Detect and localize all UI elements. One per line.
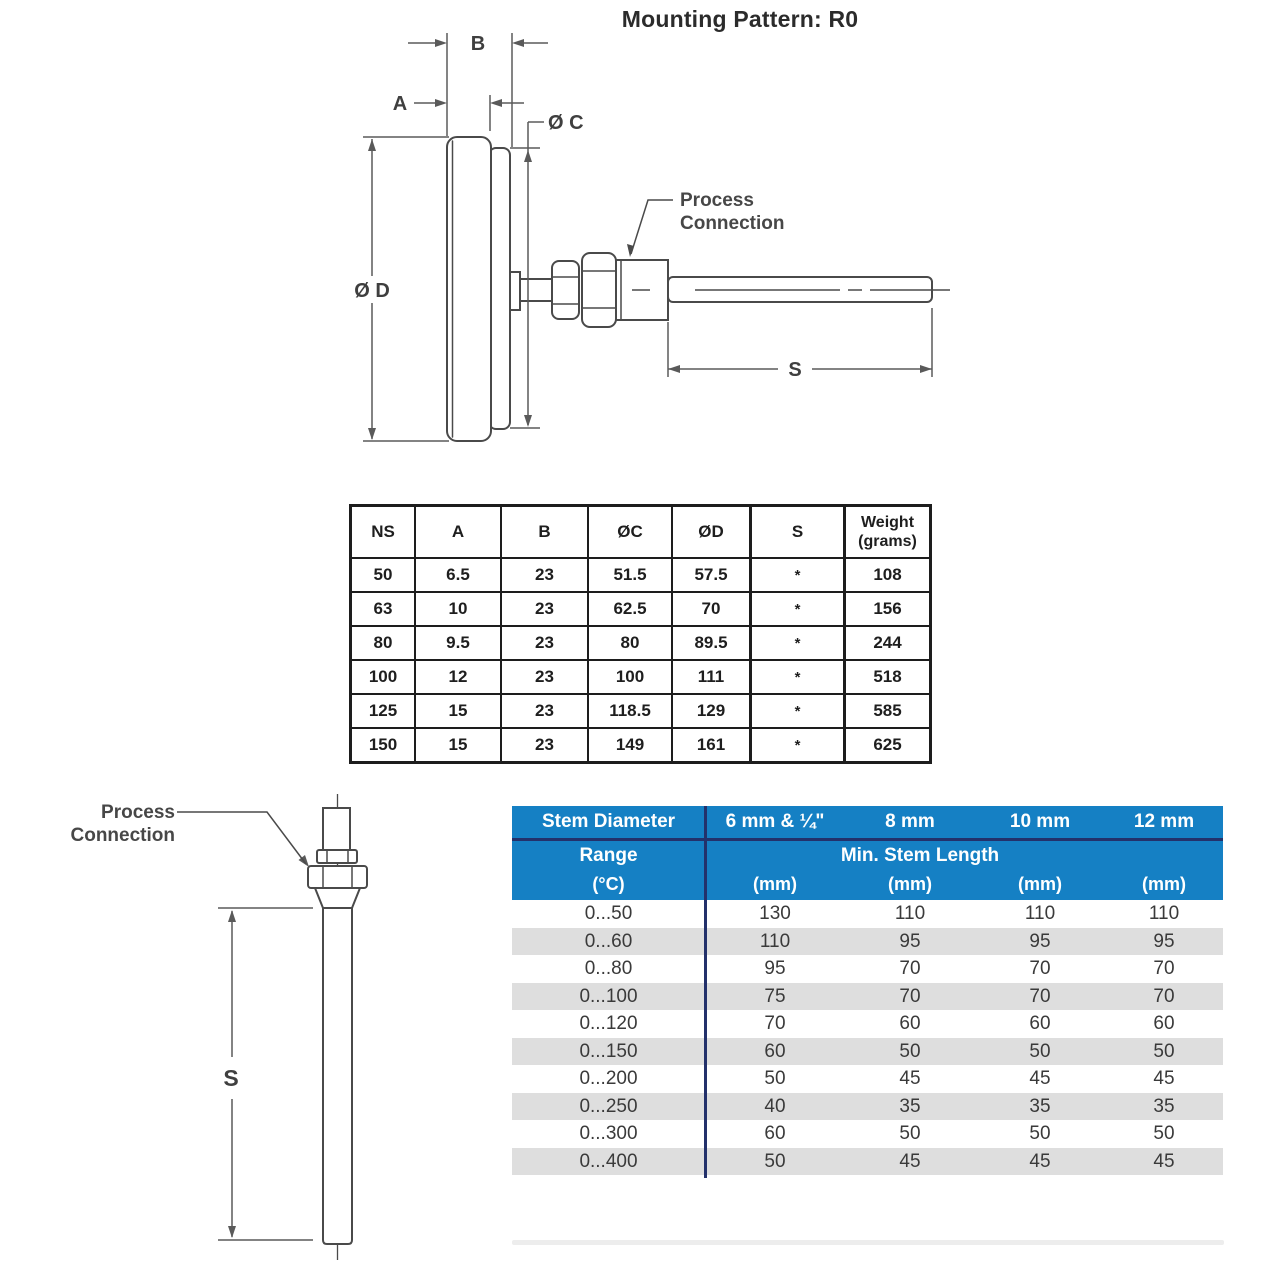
- dim-label-d: Ø D: [354, 280, 390, 302]
- dim-cell-s: *: [751, 626, 845, 660]
- process-connection-label-line2: Connection: [70, 825, 175, 846]
- dim-table-header-row: [351, 506, 931, 559]
- stem-table-row: [512, 1065, 1223, 1093]
- range-cell: 0...400: [579, 1150, 638, 1172]
- value-cell: 95: [899, 930, 921, 952]
- dim-cell-s: *: [751, 694, 845, 728]
- dim-cell: 80: [588, 626, 672, 660]
- value-cell: 45: [1153, 1068, 1175, 1089]
- process-connection-leader: [631, 200, 673, 254]
- min-stem-length-header: Min. Stem Length: [840, 845, 1000, 866]
- dim-label-s-bottom: S: [223, 1065, 239, 1091]
- value-cell: 35: [1153, 1095, 1175, 1117]
- range-cell: 0...80: [584, 958, 633, 979]
- dim-cell: 125: [351, 694, 416, 728]
- dim-cell: 23: [501, 728, 588, 763]
- value-cell: 45: [899, 1150, 921, 1172]
- stem-table-row: [512, 1120, 1223, 1148]
- range-cell: 0...250: [579, 1095, 638, 1117]
- value-cell: 45: [1029, 1150, 1051, 1172]
- stem-collar: [510, 272, 520, 310]
- dim-table-row: [351, 592, 931, 626]
- dim-header-ns: NS: [351, 506, 416, 559]
- value-cell: 50: [1153, 1040, 1175, 1062]
- process-connection-label-line1: Process: [680, 190, 754, 211]
- stem-length-table: [512, 806, 1223, 1175]
- mm-unit: (mm): [1142, 874, 1186, 894]
- dim-cell: 89.5: [672, 626, 751, 660]
- dim-cell: 15: [415, 728, 501, 763]
- value-cell: 45: [899, 1068, 921, 1089]
- dimensions-table: [349, 504, 932, 764]
- dim-table-row: [351, 660, 931, 694]
- value-cell: 95: [764, 958, 786, 979]
- leader-arrowhead: [627, 244, 634, 257]
- value-cell: 45: [1029, 1068, 1051, 1089]
- value-cell: 70: [1029, 958, 1051, 979]
- range-cell: 0...200: [579, 1068, 638, 1089]
- range-label: Range: [579, 845, 638, 866]
- dial-case: [447, 137, 491, 441]
- dim-table-row: [351, 728, 931, 763]
- value-cell: 35: [1029, 1095, 1051, 1117]
- stem-table-row: [512, 928, 1223, 956]
- dim-cell: 244: [845, 626, 931, 660]
- dim-header-a: A: [415, 506, 501, 559]
- dim-cell: 149: [588, 728, 672, 763]
- stem-table-row: [512, 1010, 1223, 1038]
- range-unit: (°C): [592, 874, 625, 894]
- dim-table-row: [351, 558, 931, 592]
- dim-cell: 23: [501, 694, 588, 728]
- mm-unit: (mm): [1018, 874, 1062, 894]
- dim-cell: 50: [351, 558, 416, 592]
- dim-cell: 129: [672, 694, 751, 728]
- dim-cell: 23: [501, 626, 588, 660]
- range-cell: 0...300: [579, 1123, 638, 1144]
- dim-cell: 161: [672, 728, 751, 763]
- weight-header-line1: Weight: [860, 514, 915, 531]
- dim-cell-s: *: [751, 558, 845, 592]
- value-cell: 50: [1029, 1040, 1051, 1062]
- diameter-header: 6 mm & ¼": [725, 811, 825, 832]
- value-cell: 95: [1153, 930, 1175, 952]
- value-cell: 60: [764, 1040, 786, 1062]
- dim-cell: 10: [415, 592, 501, 626]
- diameter-header: 10 mm: [1009, 811, 1071, 832]
- dim-cell-s: *: [751, 592, 845, 626]
- dim-cell: 585: [845, 694, 931, 728]
- dim-table-row: [351, 626, 931, 660]
- range-cell: 0...150: [579, 1040, 638, 1062]
- dim-header-s: S: [751, 506, 845, 559]
- process-connection-leader-bottom: [177, 812, 306, 864]
- process-hex-nut: [308, 866, 367, 888]
- value-cell: 70: [1029, 985, 1051, 1007]
- dim-label-a: A: [392, 93, 408, 115]
- value-cell: 110: [894, 903, 926, 924]
- dim-cell: 156: [845, 592, 931, 626]
- range-cell: 0...50: [584, 903, 633, 924]
- dim-cell: 100: [588, 660, 672, 694]
- mm-unit: (mm): [753, 874, 797, 894]
- stem-table-header: [512, 806, 1223, 900]
- thermometer-side-view-drawing: [340, 28, 980, 493]
- stem-table-body: [512, 900, 1223, 1175]
- stem-table-row: [512, 1148, 1223, 1176]
- dim-cell: 63: [351, 592, 416, 626]
- dim-cell: 23: [501, 558, 588, 592]
- dim-table-row: [351, 694, 931, 728]
- stem-top-plug: [323, 808, 350, 852]
- dim-cell: 62.5: [588, 592, 672, 626]
- value-cell: 70: [899, 958, 921, 979]
- value-cell: 60: [764, 1123, 786, 1144]
- stem-table-row: [512, 1038, 1223, 1066]
- stem-table-row: [512, 1093, 1223, 1121]
- dim-cell: 23: [501, 660, 588, 694]
- value-cell: 50: [764, 1068, 786, 1089]
- thread-taper: [315, 888, 360, 908]
- dial-back-plate: [489, 148, 510, 429]
- value-cell: 50: [899, 1123, 921, 1144]
- dim-cell: 111: [672, 660, 751, 694]
- page-title: Mounting Pattern: R0: [621, 6, 859, 32]
- dim-cell: 57.5: [672, 558, 751, 592]
- value-cell: 110: [759, 930, 791, 952]
- stem-tube-vertical: [323, 908, 352, 1244]
- dim-cell-s: *: [751, 728, 845, 763]
- value-cell: 95: [1029, 930, 1051, 952]
- dim-header-b: B: [501, 506, 588, 559]
- range-cell: 0...100: [579, 985, 638, 1007]
- dim-label-b: B: [470, 33, 486, 55]
- weight-header-line2: (grams): [858, 533, 917, 550]
- navy-vertical-divider: [704, 806, 707, 1178]
- mm-unit: (mm): [888, 874, 932, 894]
- scan-artifact-line: [512, 1240, 1224, 1245]
- dim-cell: 518: [845, 660, 931, 694]
- lock-nut: [317, 850, 357, 863]
- value-cell: 50: [1153, 1123, 1175, 1144]
- value-cell: 70: [764, 1013, 786, 1034]
- stem-table-row: [512, 955, 1223, 983]
- range-cell: 0...120: [579, 1013, 638, 1034]
- stem-table-row: [512, 983, 1223, 1011]
- dim-cell: 6.5: [415, 558, 501, 592]
- process-connection-label-line2: Connection: [680, 213, 785, 234]
- diameter-header: 8 mm: [885, 811, 935, 832]
- dim-cell-s: *: [751, 660, 845, 694]
- value-cell: 35: [899, 1095, 921, 1117]
- dim-cell: 51.5: [588, 558, 672, 592]
- value-cell: 50: [764, 1150, 786, 1172]
- dim-cell: 108: [845, 558, 931, 592]
- dim-cell: 15: [415, 694, 501, 728]
- dim-label-c: Ø C: [548, 112, 584, 134]
- value-cell: 45: [1153, 1150, 1175, 1172]
- value-cell: 40: [764, 1095, 786, 1117]
- dim-cell: 150: [351, 728, 416, 763]
- value-cell: 130: [759, 903, 791, 924]
- dim-cell: 12: [415, 660, 501, 694]
- value-cell: 60: [899, 1013, 921, 1034]
- value-cell: 50: [899, 1040, 921, 1062]
- dim-header-weight: [845, 506, 931, 559]
- dim-cell: 70: [672, 592, 751, 626]
- value-cell: 50: [1029, 1123, 1051, 1144]
- dim-cell: 80: [351, 626, 416, 660]
- dim-cell: 625: [845, 728, 931, 763]
- range-cell: 0...60: [584, 930, 633, 952]
- hex-nut-small: [552, 261, 579, 319]
- value-cell: 110: [1024, 903, 1056, 924]
- dim-header-od: ØD: [672, 506, 751, 559]
- value-cell: 60: [1153, 1013, 1175, 1034]
- dim-cell: 9.5: [415, 626, 501, 660]
- dim-header-oc: ØC: [588, 506, 672, 559]
- dim-cell: 118.5: [588, 694, 672, 728]
- value-cell: 75: [764, 985, 786, 1007]
- value-cell: 70: [1153, 985, 1175, 1007]
- value-cell: 70: [899, 985, 921, 1007]
- value-cell: 70: [1153, 958, 1175, 979]
- corner-header: Stem Diameter: [541, 811, 676, 832]
- value-cell: 60: [1029, 1013, 1051, 1034]
- dim-cell: 23: [501, 592, 588, 626]
- vertical-stem-drawing: [40, 792, 480, 1270]
- dim-label-s-top: S: [788, 359, 802, 381]
- value-cell: 110: [1148, 903, 1180, 924]
- dim-cell: 100: [351, 660, 416, 694]
- process-connection-label-line1: Process: [101, 802, 175, 823]
- stem-table-row: [512, 900, 1223, 928]
- diameter-header: 12 mm: [1133, 811, 1195, 832]
- hex-nut-large: [582, 253, 616, 327]
